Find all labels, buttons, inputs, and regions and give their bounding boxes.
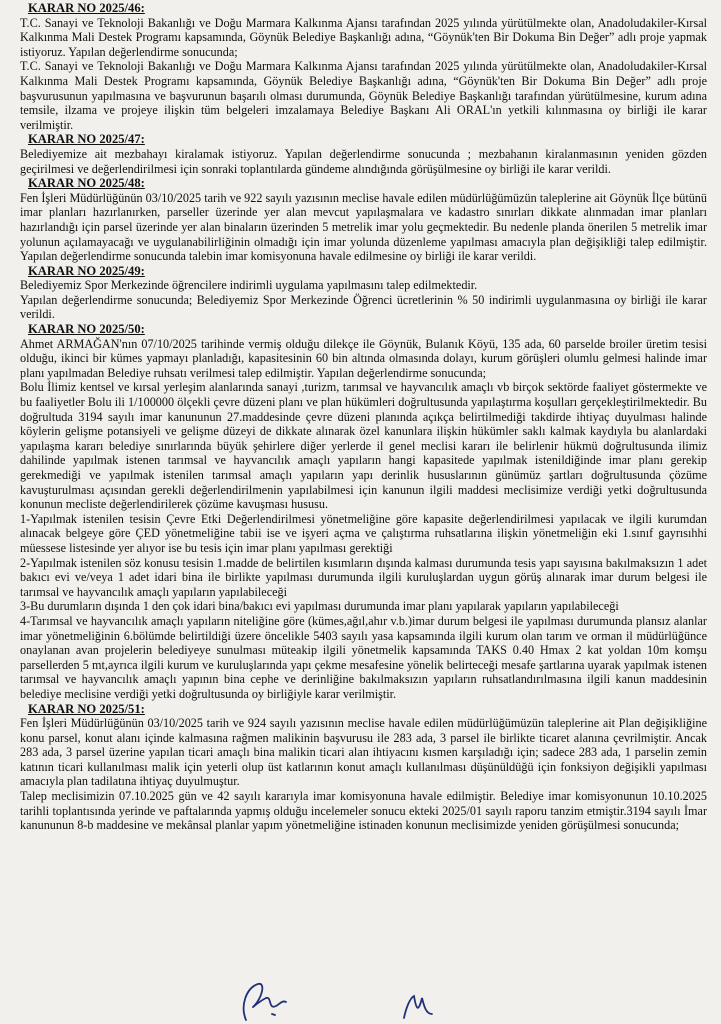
karar-paragraph: Belediyemiz Spor Merkezinde öğrencilere indirimli uygulama yapılmasını talep edilmektedir. xyxy=(20,278,478,293)
karar-paragraph: Fen İşleri Müdürlüğünün 03/10/2025 tarih ve 924 sayılı yazısının meclise havale edilen müdürlüğümüzün taleplerine ait Plan değişikliğine konu parsel, konut alanı içinde kalmasına rağmen malikinin başvurusu ile 283 ada, 3 parsel ile birlikte ticaret alanına çevrilmiştir. Ancak 283 ada, 3 parsel üzerine yapılan ticari amaçlı bina malikin ticari alan ihtiyacını kısmen karşıladığı için; sadece 283 ada, 1 parselin zemin katının ticari kullanılması malik için yeterli olup üst katlarının konut amaçlı kullanılması düşünüldüğü için fonksiyon değişikli yapılması amacıyla plan tadilatına ihtiyaç duyulmuştur. xyxy=(20,716,707,789)
karar-heading: KARAR NO 2025/48: xyxy=(28,176,145,191)
karar-2025-47 xyxy=(20,132,707,176)
karar-paragraph: T.C. Sanayi ve Teknoloji Bakanlığı ve Doğu Marmara Kalkınma Ajansı tarafından 2025 yılında yürütülmekte olan, Anadoludakiler-Kırsal Kalkınma Mali Destek Programı kapsamında, Göynük Belediye Başkanlığı adına, “Göynük'ten Bir Dokuma Bin Değer” adlı proje başvurusunun yapılmasına ve başvurunun başarılı olması durumunda, Göynük Belediye Başkanlığı tarafından yürütülmesine, kurum adına temsile, ilzama ve projeye ilişkin tüm belgeleri imzalamaya Belediye Başkanı Ali ORAL'ın yetkili kılınmasına oy birliği ile karar verilmiştir. xyxy=(20,59,707,132)
karar-item: 3-Bu durumların dışında 1 den çok idari bina/bakıcı evi yapılması durumunda imar planı yapılarak yapıların yapılabileceği xyxy=(20,599,619,614)
karar-item: 1-Yapılmak istenilen tesisin Çevre Etki Değerlendirilmesi yönetmeliğine göre kapasite değerlendirilmesi yapılacak ve ilgili kurumdan alınacak belgeye göre ÇED yönetmeliğine tabii ise ve işyeri açma ve çalıştırma ruhsatlarına ilişkin yönetmeliğin eki 1.sınıf gayrısıhhi müessese listesinde yer alıyor ise bu tesis için imar planı yapılması gerektiği xyxy=(20,511,707,555)
karar-heading: KARAR NO 2025/46: xyxy=(28,1,145,15)
karar-heading: KARAR NO 2025/49: xyxy=(28,263,145,278)
karar-item: 2-Yapılmak istenilen söz konusu tesisin 1.madde de belirtilen kısımların dışında kalması durumunda tesis yapı sayısına bakılmaksızın 1 adet bakıcı evi ve/veya 1 adet idari bina ile birlikte yapılması durumunda ilgili kuruluşlardan uygun görüş alınarak imar durum belgesi ile tarımsal ve hayvancılık amaçlı yapıların yapılabileceği xyxy=(20,555,707,599)
karar-paragraph: Talep meclisimizin 07.10.2025 gün ve 42 sayılı kararıyla imar komisyonuna havale edilmiştir. Belediye imar komisyonunun 10.10.2025 tarihli toplantısında yerinde ve paftalarında yapmış olduğu incelemeler sonucu ekteki 2025/01 sayılı raporu tanzim etmiştir.3194 sayılı İmar kanununun 8-b maddesine ve mekânsal planlar yapım yönetmeliğine istinaden konunun meclisimizde yeniden görüşülmesi sonucunda; xyxy=(20,789,707,833)
karar-item: 4-Tarımsal ve hayvancılık amaçlı yapıların niteliğine göre (kümes,ağıl,ahır v.b.)imar durum belgesi ile yapılması durumunda plansız alanlar imar yönetmeliğinin 6.bölümde belirtildiği üzere öncelikle 5403 sayılı yasa kapsamında ilgili kurum olan tarım ve orman il müdürlüğünce onaylanan avan projelerin belediyeye sunulması müteakip ilgili yönetmelik kapsamında TAKS 0.40 Hmax 2 kat yoldan 10m komşu parsellerden 5 mt,ayrıca ilgili kurum ve kuruluşlarında yapı çekme mesafesine yönelik belirteceği mesafe şartlarına uyarak yapılmak istenen tarımsal ve hayvancılık amaçlı yapının bina cephe ve derinliğine bakılmaksızın yapıların ruhsatlandırılmasına ilgili kanun maddesinin belediye meclisine verdiği yetki doğrultusunda oy birliğiyle karar verilmiştir. xyxy=(20,613,707,701)
karar-paragraph: Bolu İlimiz kentsel ve kırsal yerleşim alanlarında sanayi ,turizm, tarımsal ve hayvancılık amaçlı vb birçok sektörde faaliyet göstermekte ve bu faaliyetler Bolu ili 1/100000 ölçekli çevre düzeni planı ve plan hükümleri doğrultusunda yapılaştırma koşulları gerçekleştirilmektedir. Bu doğrultuda 3194 sayılı imar kanununun 27.maddesinde çevre düzeni planında açıkça belirtilmediği takdirde ihtiyaç duyulması halinde köylerin gelişme potansiyeli ve gelişme düzeyi de dikkate alınarak özel kanunlara ilişkin hükümler saklı kalmak kaydıyla bu alanlardaki yapılaşma kararı belediye sınırlarında büyük şehirlere diğer yerlerde il genel meclisi kararı ile belirlenir hükmü doğrultusunda ilimiz dahilinde yapılmak istenen tarımsal ve hayvancılık amaçlı yapıların hangi kapasitede yapılmak istenildiğinde imar planı gerekip gerekmediği ve yapılmak istenilen tarımsal amaçlı yapıların yapı derinlik hususlarının günümüz şartları doğrultusunda çözüme kavuşturulması açısından gerekli değerlendirilmenin yapılabilmesi için kanunun ilgili maddesi meclisimize verdiği yetki doğrultusunda konunun mecliste değerlendirilerek çözüme kavuşması hususu. xyxy=(20,380,707,512)
karar-2025-49 xyxy=(20,264,707,322)
karar-heading: KARAR NO 2025/50: xyxy=(28,322,145,337)
signature-left xyxy=(232,976,292,1024)
karar-2025-51 xyxy=(20,702,707,833)
karar-2025-46 xyxy=(20,1,707,132)
karar-2025-48 xyxy=(20,176,707,264)
karar-2025-50 xyxy=(20,322,707,701)
karar-paragraph: Ahmet ARMAĞAN'nın 07/10/2025 tarihinde vermiş olduğu dilekçe ile Göynük, Bulanık Köyü, 135 ada, 60 parselde broiler üretim tesisi olduğu, ikinci bir kümes yapmayı planladığı, kapasitesinin 60 bin altında olmasında dolayı, kurum görüşleri olumlu gelmesi halinde imar planı yapılmadan Belediye ruhsatı verilmesi talep edilmiştir. Yapılan değerlendirme sonucunda; xyxy=(20,336,707,380)
karar-heading: KARAR NO 2025/47: xyxy=(28,132,145,147)
signature-right xyxy=(398,984,438,1024)
karar-paragraph: Yapılan değerlendirme sonucunda; Belediyemiz Spor Merkezinde Öğrenci ücretlerinin % 50 indirimli uygulanmasına oy birliği ile karar verildi. xyxy=(20,292,707,322)
karar-paragraph: Fen İşleri Müdürlüğünün 03/10/2025 tarih ve 922 sayılı yazısının meclise havale edilen müdürlüğümüzün taleplerine ait Göynük İlçe bütünü imar planları hazırlanırken, parseller üzerinde yer alan mevcut yapılaşmalara ve kadastro sınırları dikkate alınmadan imar planları hazırlandığı için parsel üzerinde yer alan binaların üzerinden 5 metrelik imar yolu geçmektedir. Bu nedenle planda önerilen 5 metrelik imar yolunun açılamayacağı ve uygulanabilirliğinin olmadığı için imar yolunda düzenleme yapılması amacıyla plan değişikliği talep edilmiştir. Yapılan değerlendirme sonucunda talebin imar komisyonuna havale edilmesine oy birliği ile karar verildi. xyxy=(20,190,707,264)
karar-paragraph: T.C. Sanayi ve Teknoloji Bakanlığı ve Doğu Marmara Kalkınma Ajansı tarafından 2025 yılında yürütülmekte olan, Anadoludakiler-Kırsal Kalkınma Mali Destek Programı kapsamında, Göynük Belediye Başkanlığı adına, “Göynük'ten Bir Dokuma Bin Değer” adlı proje yapmak istiyoruz. Yapılan değerlendirme sonucunda; xyxy=(20,15,707,59)
karar-heading: KARAR NO 2025/51: xyxy=(28,701,145,716)
karar-paragraph: Belediyemize ait mezbahayı kiralamak istiyoruz. Yapılan değerlendirme sonucunda ; mezbahanın kiralanmasının yeniden gözden geçirilmesi ve değerlendirilmesi için sonraki toplantılarda gündeme alındığında görüşülmesine oy birliği ile karar verildi. xyxy=(20,146,707,176)
